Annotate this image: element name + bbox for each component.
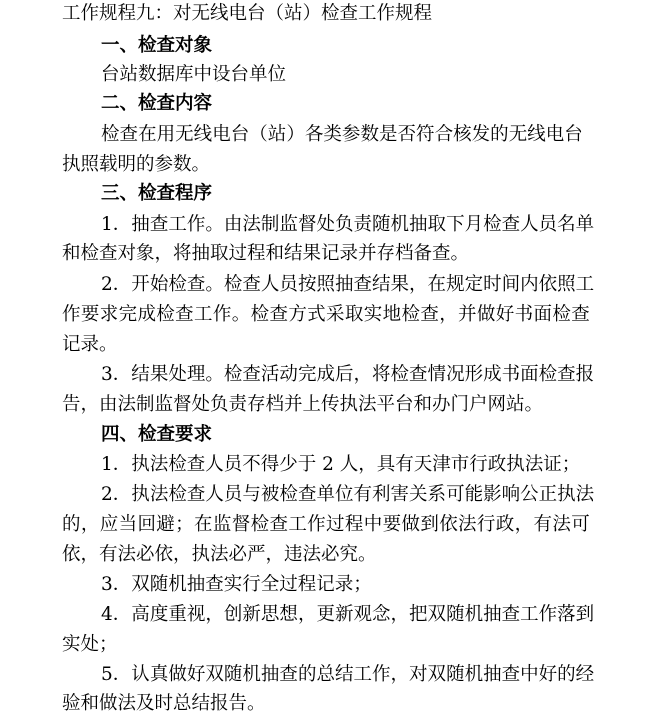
list-item-line: 告，由法制监督处负责存档并上传执法平台和办门户网站。 xyxy=(62,394,544,415)
section-body-line: 执照载明的参数。 xyxy=(62,154,211,175)
list-item-line: 作 要 求 完 成 检 查 工 作 。 检 查 方 式 采 取 实 地 检 查 ， 并 做 好 书 面 检 查 xyxy=(62,304,590,325)
section-heading-requirements: 四、检查要求 xyxy=(101,424,213,445)
section-heading-objects: 一、检查对象 xyxy=(101,35,213,56)
section-body-line: 检 查 在 用 无 线 电 台 （ 站 ） 各 类 参 数 是 否 符 合 核 发 的 无 线 电 台 xyxy=(101,124,583,145)
list-item-line: 验和做法及时总结报告。 xyxy=(62,693,266,714)
list-item-line: 3．双随机抽查实行全过程记录； xyxy=(101,574,372,595)
list-item-line: 记录。 xyxy=(62,334,118,355)
section-body-line: 台站数据库中设台单位 xyxy=(101,64,287,85)
list-item-line: 4 ． 高 度 重 视 ， 创 新 思 想 ， 更 新 观 念 ， 把 双 随 机 抽 查 工 作 落 到 xyxy=(101,604,595,625)
list-item-line: 5 ． 认 真 做 好 双 随 机 抽 查 的 总 结 工 作 ， 对 双 随 机 抽 查 中 好 的 经 xyxy=(101,664,595,685)
list-item-line: 实处； xyxy=(62,634,118,655)
list-item-line: 2 ． 执 法 检 查 人 员 与 被 检 查 单 位 有 利 害 关 系 可 能 影 响 公 正 执 法 xyxy=(101,484,595,505)
section-heading-content: 二、检查内容 xyxy=(101,93,213,114)
list-item-line: 依，有法必依，执法必严，违法必究。 xyxy=(62,544,377,565)
section-heading-procedure: 三、检查程序 xyxy=(101,183,213,204)
list-item-line: 1．执法检查人员不得少于 2 人，具有天津市行政执法证； xyxy=(101,454,581,475)
list-item-line: 和检查对象，将抽取过程和结果记录并存档备查。 xyxy=(62,243,470,264)
list-item-line: 3 ． 结 果 处 理 。 检 查 活 动 完 成 后 ， 将 检 查 情 况 形 成 书 面 检 查 报 xyxy=(101,364,595,385)
list-item-line: 1 ． 抽 查 工 作 。 由 法 制 监 督 处 负 责 随 机 抽 取 下 月 检 查 人 员 名 单 xyxy=(101,214,595,235)
list-item-line: 的 ， 应 当 回 避 ； 在 监 督 检 查 工 作 过 程 中 要 做 到 依 法 行 政 ， 有 法 可 xyxy=(62,514,590,535)
list-item-line: 2 ． 开 始 检 查 。 检 查 人 员 按 照 抽 查 结 果 ， 在 规 定 时 间 内 依 照 工 xyxy=(101,274,595,295)
document-title: 工作规程九：对无线电台（站）检查工作规程 xyxy=(62,3,433,24)
